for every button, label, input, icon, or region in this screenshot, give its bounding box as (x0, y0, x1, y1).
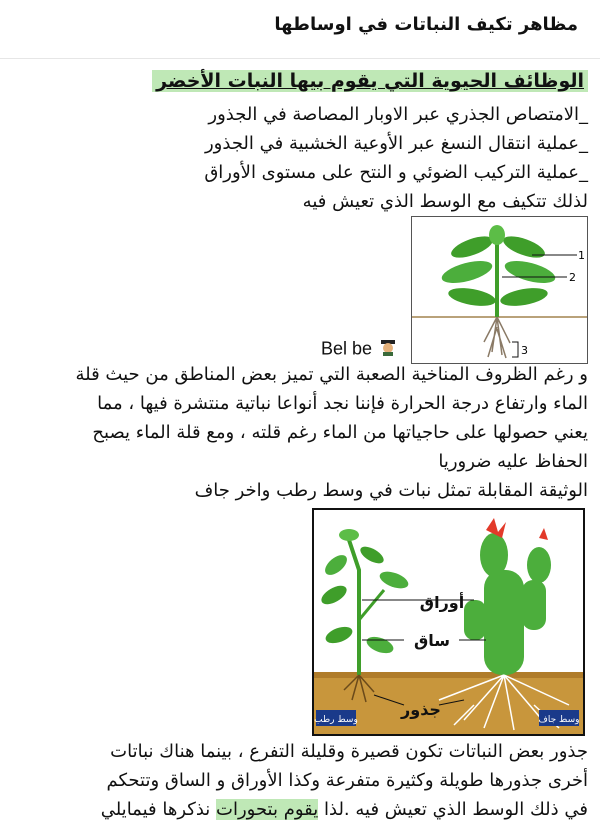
paragraph-line: الماء وارتفاع درجة الحرارة فإننا نجد أنواعا نباتية منتشرة فيها ، مما (97, 393, 588, 414)
wet-dry-diagram (312, 508, 585, 736)
bottom-paragraph (12, 737, 588, 824)
section-heading: الوظائف الحيوية التي يقوم بيها النبات الأخضر (152, 70, 588, 92)
plant-illustration (412, 217, 587, 363)
paragraph-line: أخرى جذورها طويلة وكثيرة متفرعة وكذا الأوراق و الساق وتتحكم (106, 770, 588, 791)
paragraph-line: جذور بعض النباتات تكون قصيرة وقليلة التفرع ، بينما هناك نباتات (110, 741, 588, 762)
divider (0, 58, 600, 59)
label-leaves: أوراق (419, 593, 465, 612)
paragraph-line: و رغم الظروف المناخية الصعبة التي تميز بعض المناطق من حيث قلة (75, 364, 588, 385)
label-stem: ساق (413, 631, 451, 650)
label-3: 3 (521, 344, 528, 357)
label-dry: وسط جاف (538, 715, 580, 725)
functions-block (12, 100, 588, 216)
line-suffix: نذكرها فيمايلي (100, 799, 216, 820)
paragraph-block (12, 360, 588, 505)
signature (321, 338, 397, 361)
label-2: 2 (569, 271, 576, 284)
student-emoji-icon (379, 338, 397, 361)
plant-diagram (411, 216, 588, 364)
paragraph-line: يعني حصولها على حاجياتها من الماء رغم قلته ، ومع قلة الماء يصبح (92, 422, 588, 443)
signature-text: Bel be (321, 338, 373, 359)
line-prefix: في ذلك الوسط الذي تعيش فيه .لذا (318, 799, 588, 820)
label-1: 1 (578, 249, 585, 262)
highlighted-phrase: يقوم بتحورات (216, 799, 319, 820)
page-title: مظاهر تكيف النباتات في اوساطها (274, 14, 578, 35)
paragraph-line (12, 795, 588, 824)
conclusion-text: لذلك تتكيف مع الوسط الذي تعيش فيه (302, 191, 588, 212)
function-item: _عملية انتقال النسغ عبر الأوعية الخشبية في الجذور (204, 133, 588, 154)
paragraph-line: الوثيقة المقابلة تمثل نبات في وسط رطب واخر جاف (194, 480, 588, 501)
function-item: _عملية التركيب الضوئي و النتح على مستوى الأوراق (204, 162, 588, 183)
paragraph-line: الحفاظ عليه ضروريا (438, 451, 588, 472)
label-wet: وسط رطب (314, 715, 358, 725)
wet-dry-illustration (314, 510, 583, 734)
label-roots: جذور (401, 700, 441, 719)
function-item: _الامتصاص الجذري عبر الاوبار المصاصة في الجذور (208, 104, 588, 125)
